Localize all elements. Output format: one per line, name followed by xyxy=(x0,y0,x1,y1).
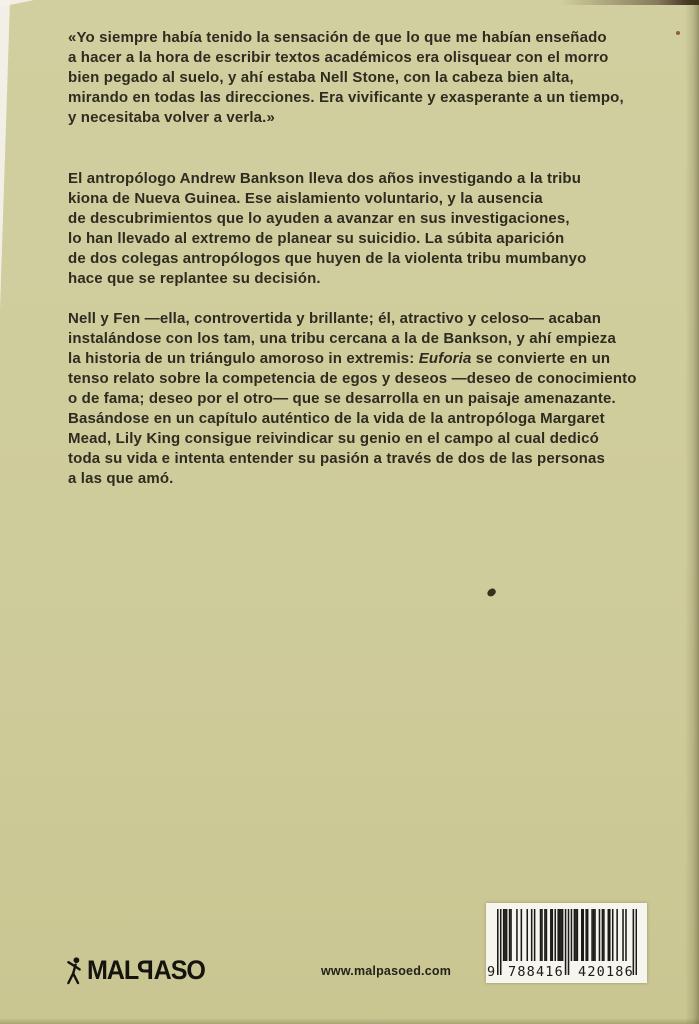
barcode xyxy=(486,903,647,983)
barcode-digit-group1: 788416 xyxy=(508,964,564,980)
red-speck xyxy=(676,31,680,35)
scan-edge-top xyxy=(0,0,34,7)
publisher-website: www.malpasoed.com xyxy=(320,964,452,978)
scan-edge-left xyxy=(0,0,10,310)
ink-speck xyxy=(486,587,497,598)
barcode-digit-group2: 420186 xyxy=(578,964,634,980)
synopsis-paragraph-2: Nell y Fen —ella, controvertida y brillante; él, atractivo y celoso— acaban instalándose con los tam, una tribu cercana a la de Bankson, y ahí empieza la historia de un triángulo amoroso in extremis: Euforia se convierte en un tenso relato sobre la competencia de egos y deseos —deseo de conocimiento o de fama; deseo por el otro— que se desarrolla en un paisaje amenazante. Basándose en un capítulo auténtico de la vida de la antropóloga Margaret Mead, Lily King consigue reivindicar su genio en el campo al cual dedicó toda su vida e intenta entender su pasión a través de dos de las personas a las que amó. xyxy=(68,310,637,487)
logo-text-pre: MAL xyxy=(87,955,139,985)
publisher-logo xyxy=(66,955,214,986)
stumbling-figure-icon xyxy=(66,956,82,986)
cover-text-area xyxy=(68,28,668,489)
scan-shadow-right xyxy=(685,0,699,1024)
publisher-logo-text xyxy=(87,955,205,986)
scan-edge-top-right xyxy=(559,0,699,5)
scan-shadow-bottom xyxy=(0,1018,699,1024)
logo-mirrored-letter: P xyxy=(138,955,154,985)
synopsis-paragraph-1: El antropólogo Andrew Bankson lleva dos años investigando a la tribu kiona de Nueva Guinea. Ese aislamiento voluntario, y la ausencia de descubrimientos que lo ayuden a avanzar en sus investigaciones, lo han llevado al extremo de planear su suicidio. La súbita aparición de dos colegas antropólogos que huyen de la violenta tribu mumbanyo hace que se replantee su decisión. xyxy=(68,170,587,287)
barcode-digit-lead: 9 xyxy=(487,964,496,980)
logo-text-post: ASO xyxy=(153,955,205,985)
quote-paragraph: «Yo siempre había tenido la sensación de que lo que me habían enseñado a hacer a la hora de escribir textos académicos era olisquear con el morro bien pegado al suelo, y ahí estaba Nell Stone, con la cabeza bien alta, mirando en todas las direcciones. Era vivificante y exasperante a un tiempo, y necesitaba volver a verla.» xyxy=(68,29,624,126)
